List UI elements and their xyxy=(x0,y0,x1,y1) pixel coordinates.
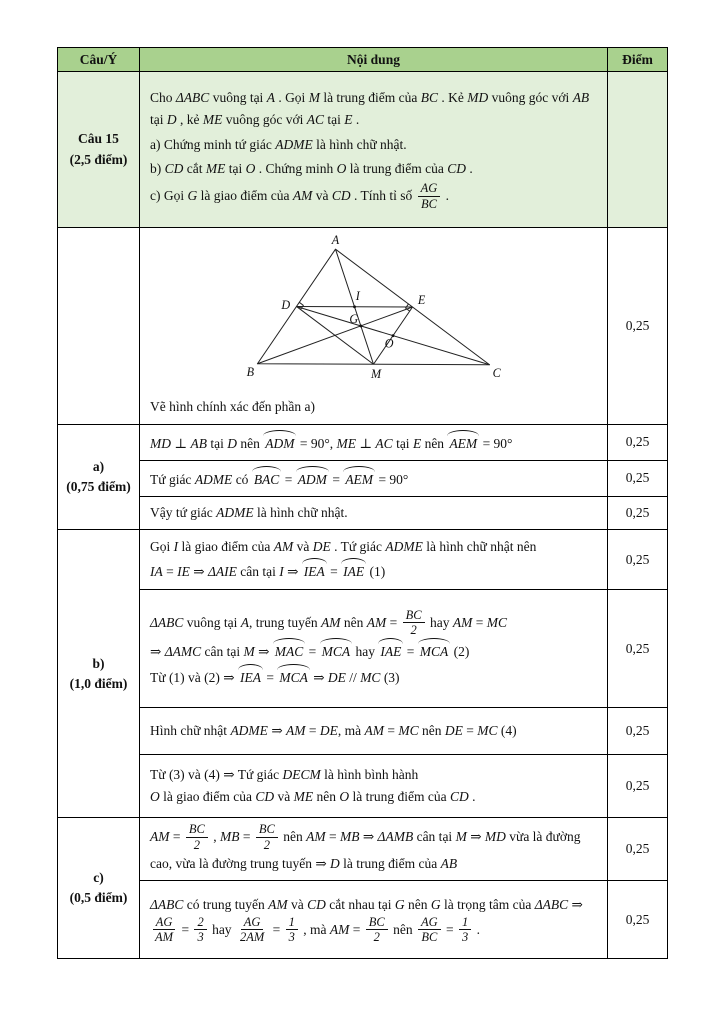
row-a3 xyxy=(58,497,668,530)
row-a1-score: 0,25 xyxy=(608,424,668,460)
figure-score-cell: 0,25 xyxy=(608,228,668,425)
row-b3-score: 0,25 xyxy=(608,708,668,755)
section-c-points: (0,5 điểm) xyxy=(69,890,128,906)
header-diem: Điểm xyxy=(608,48,668,72)
geometry-figure xyxy=(224,235,524,383)
row-b1-score: 0,25 xyxy=(608,530,668,590)
label-g: G xyxy=(348,312,358,327)
row-b3-content: Hình chữ nhật ADME ⇒ AM = DE, mà AM = MC nên DE = MC (4) xyxy=(140,708,608,755)
row-a2-content: Tứ giác ADME có BAC = ADM = AEM = 90° xyxy=(140,460,608,496)
figure-caption: Vẽ hình chính xác đến phần a) xyxy=(150,399,315,415)
label-d: D xyxy=(280,298,290,312)
figure-cell xyxy=(140,228,608,425)
row-b2 xyxy=(58,590,668,708)
question-row xyxy=(58,72,668,228)
row-c2 xyxy=(58,881,668,959)
section-c-label: c) xyxy=(93,870,104,886)
row-c1-content: AM = $\frac{BC}{2}$ , MB = $\frac{BC}{2}$ nên AM = MB ⇒ ΔAMB cân tại M ⇒ MD vừa là đường cao, vừa là đường trung tuyến ⇒ D là trung điểm của AB xyxy=(140,818,608,881)
section-c-label-cell xyxy=(58,818,140,959)
row-c1-score: 0,25 xyxy=(608,818,668,881)
label-e: E xyxy=(417,292,425,307)
question-part-c: c) Gọi G là giao điểm của AM và CD . Tính tỉ số $\frac{AG}{BC}$ . xyxy=(150,181,450,211)
section-a-label-cell xyxy=(58,424,140,530)
figure-label-cell xyxy=(58,228,140,425)
figure-wrapper xyxy=(150,233,597,390)
figure-lines xyxy=(257,249,489,365)
row-b1-content: Gọi I là giao điểm của AM và DE . Tứ giác ADME là hình chữ nhật nên IA = IE ⇒ ΔAIE cân tại I ⇒ IEA = IAE (1) xyxy=(140,530,608,590)
question-points: (2,5 điểm) xyxy=(69,151,128,167)
question-intro: Cho ΔABC vuông tại A . Gọi M là trung điểm của BC . Kẻ MD vuông góc với AB tại D , kẻ ME vuông góc với AC tại E . xyxy=(150,90,590,128)
question-part-a: a) Chứng minh tứ giác ADME là hình chữ nhật. xyxy=(150,136,407,152)
point-i xyxy=(353,305,356,308)
row-a2-score: 0,25 xyxy=(608,460,668,496)
answer-key-table xyxy=(57,47,668,959)
row-a3-content: Vậy tứ giác ADME là hình chữ nhật. xyxy=(140,497,608,530)
table-header-row xyxy=(58,48,668,72)
row-b2-content: ΔABC vuông tại A, trung tuyến AM nên AM = $\frac{BC}{2}$ hay AM = MC ⇒ ΔAMC cân tại M ⇒ MAC = MCA hay IAE = MCA (2) Từ (1) và (2) ⇒ IEA = MCA ⇒ DE // MC (3) xyxy=(140,590,608,708)
row-b1 xyxy=(58,530,668,590)
label-c: C xyxy=(492,365,501,380)
row-b4-score: 0,25 xyxy=(608,755,668,818)
section-b-label: b) xyxy=(92,655,105,671)
label-b: B xyxy=(246,364,254,379)
label-o: O xyxy=(384,336,394,351)
row-b4-content: Từ (3) và (4) ⇒ Tứ giác DECM là hình bình hành O là giao điểm của CD và ME nên O là trung điểm của CD . xyxy=(140,755,608,818)
label-i: I xyxy=(355,288,360,303)
row-b2-score: 0,25 xyxy=(608,590,668,708)
answer-key-sheet xyxy=(57,47,668,959)
figure-row xyxy=(58,228,668,425)
question-score-cell xyxy=(608,72,668,228)
section-b-label-cell xyxy=(58,530,140,818)
header-cau-y: Câu/Ý xyxy=(58,48,140,72)
row-b4 xyxy=(58,755,668,818)
question-number: Câu 15 xyxy=(78,131,119,147)
section-b-points: (1,0 điểm) xyxy=(69,675,128,691)
label-m: M xyxy=(370,366,381,381)
row-a3-score: 0,25 xyxy=(608,497,668,530)
question-part-b: b) CD cắt ME tại O . Chứng minh O là trung điểm của CD . xyxy=(150,160,473,176)
question-content-cell xyxy=(140,72,608,228)
row-b3 xyxy=(58,708,668,755)
section-a-points: (0,75 điểm) xyxy=(66,478,131,494)
row-a1 xyxy=(58,424,668,460)
point-g xyxy=(359,325,362,328)
label-a: A xyxy=(331,235,339,248)
section-a-label: a) xyxy=(92,458,105,474)
question-label-cell xyxy=(58,72,140,228)
row-a1-content: MD ⊥ AB tại D nên ADM = 90°, ME ⊥ AC tại E nên AEM = 90° xyxy=(140,424,608,460)
header-noi-dung: Nội dung xyxy=(140,48,608,72)
figure-labels xyxy=(246,235,501,381)
segment-be xyxy=(257,307,412,364)
row-c2-content: ΔABC có trung tuyến AM và CD cắt nhau tại G nên G là trọng tâm của ΔABC ⇒ $\frac{AG}{AM}$ = $\frac{2}{3}$ hay $\frac{AG}{2AM}$ = $\frac{1}{3}$ , mà AM = $\frac{BC}{2}$ nên $\frac{AG}{BC}$ = $\frac{1}{3}$ . xyxy=(140,881,608,959)
row-c1 xyxy=(58,818,668,881)
row-a2 xyxy=(58,460,668,496)
row-c2-score: 0,25 xyxy=(608,881,668,959)
